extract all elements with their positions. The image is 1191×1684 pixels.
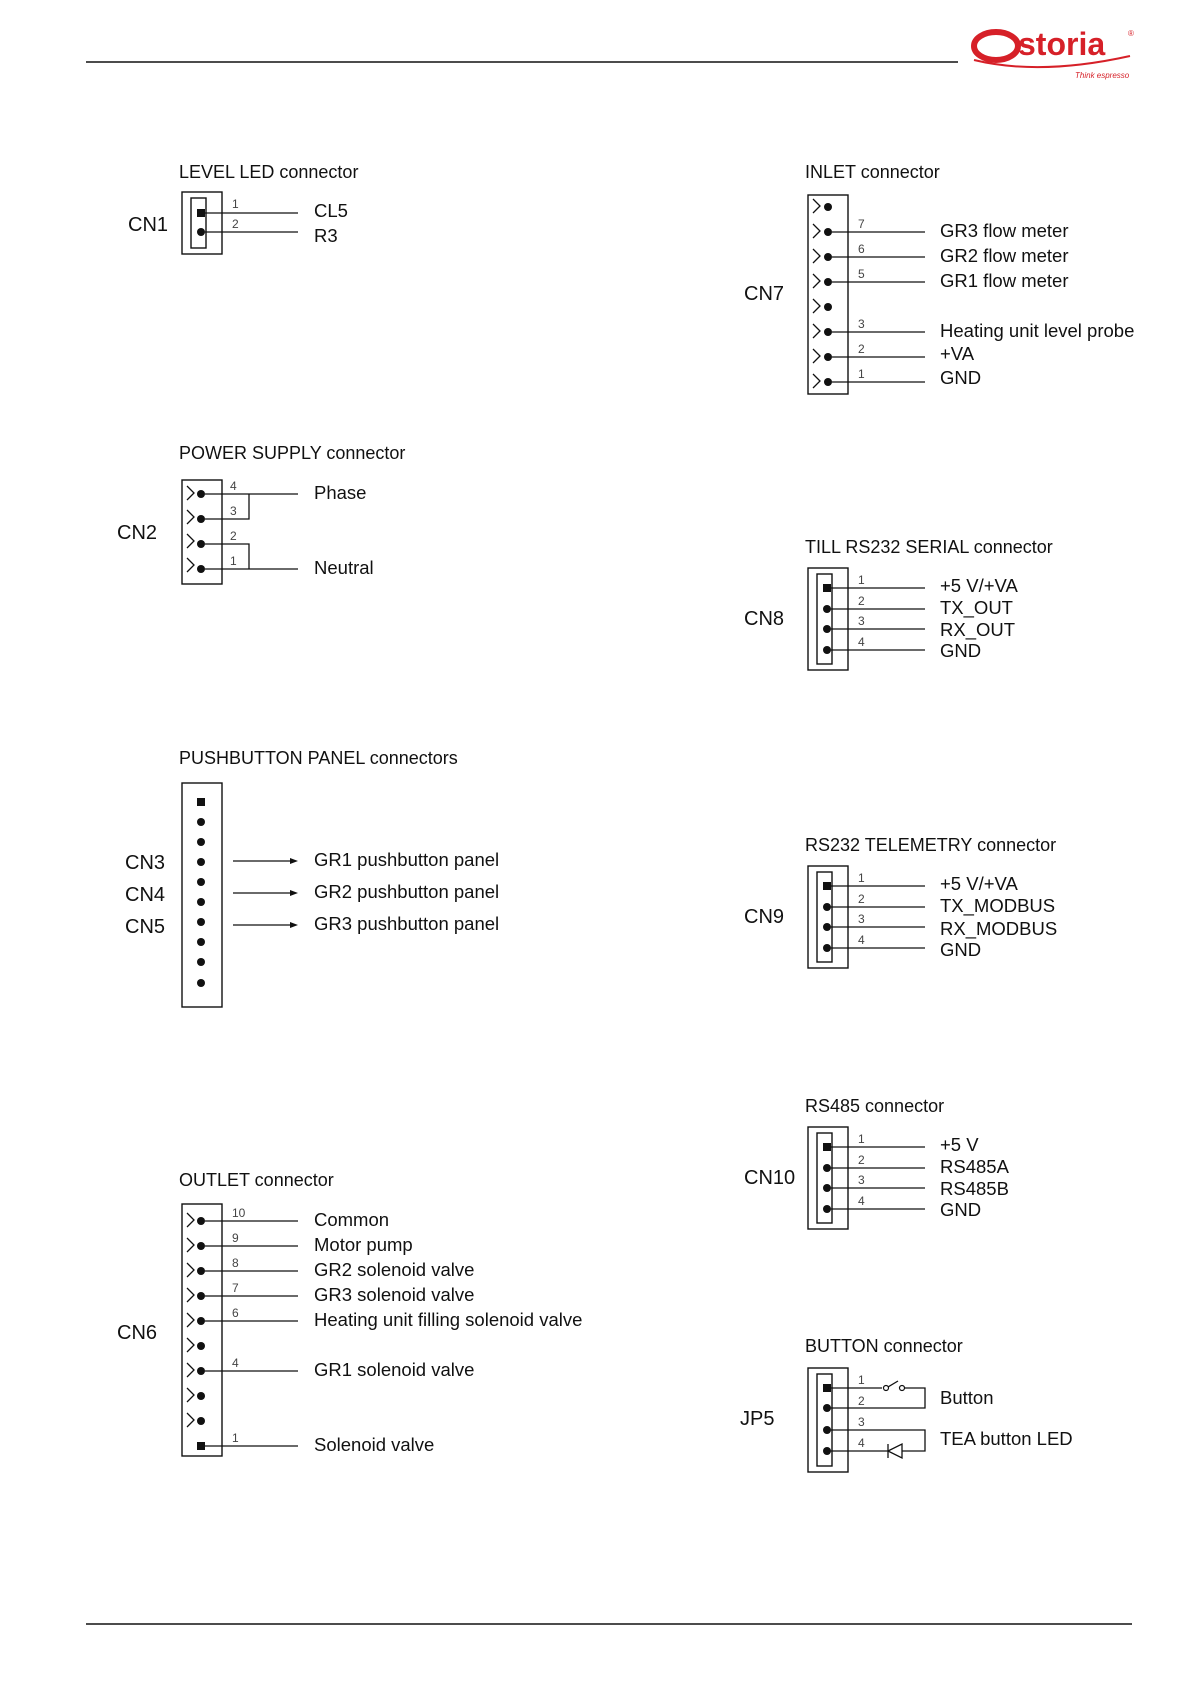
svg-text:storia: storia [1018, 26, 1106, 62]
cn8-signal: RX_OUT [940, 619, 1016, 640]
cn4-label: CN4 [125, 884, 166, 906]
jp5-signal-button: Button [940, 1387, 994, 1408]
svg-text:3: 3 [858, 1415, 865, 1429]
svg-text:4: 4 [232, 1356, 239, 1370]
svg-text:10: 10 [232, 1206, 246, 1220]
cn2-signal-phase: Phase [314, 482, 367, 503]
cn1-label: CN1 [128, 214, 169, 236]
cn6-label: CN6 [117, 1322, 158, 1344]
svg-text:1: 1 [858, 871, 865, 885]
svg-text:4: 4 [858, 635, 865, 649]
svg-text:7: 7 [858, 217, 865, 231]
cn8-signal: GND [940, 640, 982, 661]
svg-text:2: 2 [858, 1153, 865, 1167]
cn1-diagram [128, 162, 358, 254]
cn7-label: CN7 [744, 283, 785, 305]
pushbutton-signal: GR1 pushbutton panel [314, 849, 500, 870]
cn8-diagram [744, 537, 1053, 670]
cn7-signal: GR1 flow meter [940, 270, 1069, 291]
cn2-title: POWER SUPPLY connector [179, 443, 406, 463]
svg-text:1: 1 [232, 197, 239, 211]
cn1-signal: CL5 [314, 200, 348, 221]
svg-text:8: 8 [232, 1256, 239, 1270]
svg-text:4: 4 [858, 1194, 865, 1208]
svg-text:2: 2 [232, 217, 239, 231]
astoria-logo [974, 26, 1134, 80]
svg-text:2: 2 [858, 594, 865, 608]
cn1-title: LEVEL LED connector [179, 162, 359, 182]
cn6-signal: Heating unit filling solenoid valve [314, 1309, 583, 1330]
jp5-diagram [740, 1336, 1073, 1472]
svg-text:2: 2 [858, 342, 865, 356]
pushbutton-housing [182, 783, 222, 1007]
cn10-diagram [744, 1096, 1010, 1229]
cn2-label: CN2 [117, 522, 158, 544]
cn7-signal: Heating unit level probe [940, 320, 1135, 341]
cn5-label: CN5 [125, 916, 166, 938]
cn6-signal: Motor pump [314, 1234, 413, 1255]
cn7-signal: GR2 flow meter [940, 245, 1069, 266]
cn8-title: TILL RS232 SERIAL connector [805, 537, 1053, 557]
svg-text:4: 4 [230, 479, 237, 493]
switch-lever [888, 1381, 898, 1387]
cn6-signal: Solenoid valve [314, 1434, 435, 1455]
svg-text:Think espresso: Think espresso [1075, 71, 1130, 80]
jp5-title: BUTTON connector [805, 1336, 963, 1356]
cn8-signal: +5 V/+VA [940, 575, 1018, 596]
svg-text:4: 4 [858, 1436, 865, 1450]
svg-text:5: 5 [858, 267, 865, 281]
cn9-signal: +5 V/+VA [940, 873, 1018, 894]
cn2-diagram [117, 443, 405, 584]
svg-text:1: 1 [858, 1132, 865, 1146]
cn7-signal: GND [940, 367, 982, 388]
cn10-signal: RS485B [940, 1178, 1009, 1199]
cn2-signal-neutral: Neutral [314, 557, 374, 578]
cn7-diagram [744, 162, 1134, 394]
svg-text:3: 3 [858, 614, 865, 628]
jp5-label: JP5 [740, 1408, 775, 1430]
cn10-signal: RS485A [940, 1156, 1009, 1177]
svg-text:1: 1 [858, 367, 865, 381]
pushbutton-signal: GR3 pushbutton panel [314, 913, 500, 934]
cn9-signal: TX_MODBUS [940, 895, 1056, 916]
cn1-pin1-square [197, 209, 205, 217]
svg-text:4: 4 [858, 933, 865, 947]
cn10-title: RS485 connector [805, 1096, 945, 1116]
cn10-signal: GND [940, 1199, 982, 1220]
svg-text:1: 1 [230, 554, 237, 568]
svg-text:®: ® [1128, 29, 1134, 38]
cn6-signal: GR2 solenoid valve [314, 1259, 475, 1280]
svg-text:1: 1 [232, 1431, 239, 1445]
cn1-pin2-dot [197, 228, 205, 236]
cn7-title: INLET connector [805, 162, 940, 182]
cn9-diagram [744, 835, 1057, 968]
switch-contact [884, 1386, 889, 1391]
cn1-signal: R3 [314, 225, 338, 246]
svg-text:1: 1 [858, 573, 865, 587]
svg-text:3: 3 [858, 912, 865, 926]
cn6-title: OUTLET connector [179, 1170, 334, 1190]
cn6-signal: GR3 solenoid valve [314, 1284, 475, 1305]
cn8-signal: TX_OUT [940, 597, 1013, 618]
jp5-signal-led: TEA button LED [940, 1428, 1073, 1449]
pushbutton-signal: GR2 pushbutton panel [314, 881, 500, 902]
cn9-signal: GND [940, 939, 982, 960]
svg-text:2: 2 [858, 892, 865, 906]
cn6-signal: GR1 solenoid valve [314, 1359, 475, 1380]
svg-text:3: 3 [858, 317, 865, 331]
cn10-signal: +5 V [940, 1134, 979, 1155]
svg-text:6: 6 [858, 242, 865, 256]
cn9-signal: RX_MODBUS [940, 918, 1058, 939]
svg-text:2: 2 [230, 529, 237, 543]
cn3-label: CN3 [125, 852, 166, 874]
cn7-signal: GR3 flow meter [940, 220, 1069, 241]
cn6-signal: Common [314, 1209, 390, 1230]
cn6-diagram [117, 1170, 582, 1456]
led-diode-icon [888, 1444, 902, 1458]
svg-text:1: 1 [858, 1373, 865, 1387]
pushbutton-title: PUSHBUTTON PANEL connectors [179, 748, 458, 768]
svg-text:6: 6 [232, 1306, 239, 1320]
svg-text:3: 3 [858, 1173, 865, 1187]
cn8-label: CN8 [744, 608, 785, 630]
svg-text:3: 3 [230, 504, 237, 518]
pushbutton-diagram [125, 748, 499, 1007]
cn7-signal: +VA [940, 343, 975, 364]
svg-text:2: 2 [858, 1394, 865, 1408]
cn9-label: CN9 [744, 906, 785, 928]
svg-text:7: 7 [232, 1281, 239, 1295]
cn10-label: CN10 [744, 1167, 796, 1189]
svg-text:9: 9 [232, 1231, 239, 1245]
cn9-title: RS232 TELEMETRY connector [805, 835, 1057, 855]
